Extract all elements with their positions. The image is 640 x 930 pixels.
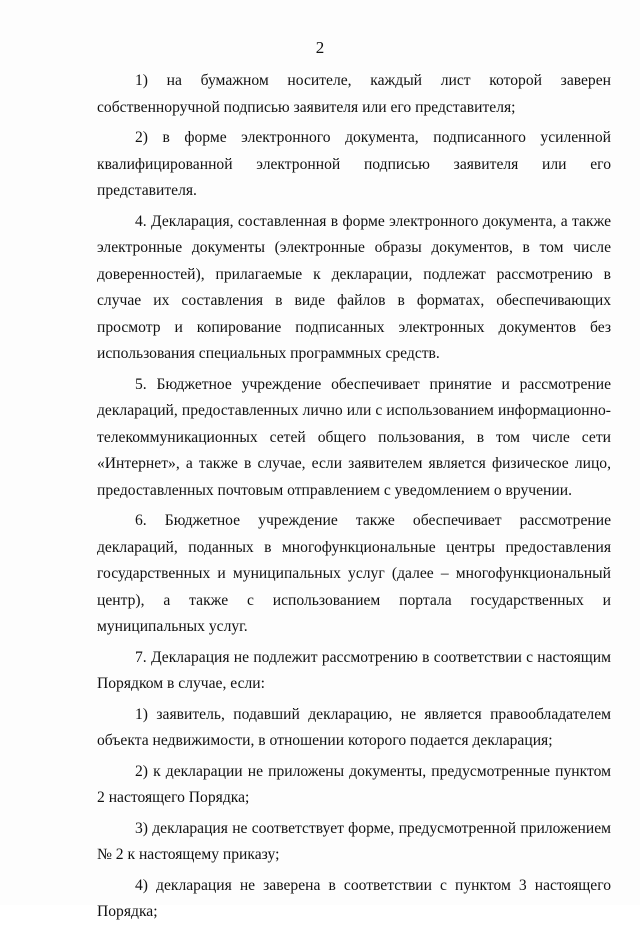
document-body [97,68,611,930]
paragraph-clause-7-item-1: 1) заявитель, подавший декларацию, не является правообладателем объекта недвижимости, в отношении которого подается декларация; [97,705,611,749]
paragraph-clause-7-item-2: 2) к декларации не приложены документы, предусмотренные пунктом 2 настоящего Порядка; [97,762,611,806]
paragraph-item-2-electronic: 2) в форме электронного документа, подписанного усиленной квалифицированной электронной подписью заявителя или его представителя. [97,129,611,199]
paragraph-clause-7-item-4: 4) декларация не заверена в соответствии с пунктом 3 настоящего Порядка; [97,876,611,920]
paragraph-clause-7-item-3: 3) декларация не соответствует форме, предусмотренной приложением № 2 к настоящему приказу; [97,819,611,863]
paragraph-clause-5: 5. Бюджетное учреждение обеспечивает принятие и рассмотрение деклараций, предоставленных лично или с использованием информационно-телекоммуникационных сетей общего пользования, в том числе сети «Интернет», а также в случае, если заявителем является физическое лицо, предоставленных почтовым отправлением с уведомлением о вручении. [97,375,611,499]
page-number: 2 [315,38,325,57]
paragraph-clause-6: 6. Бюджетное учреждение также обеспечивает рассмотрение деклараций, поданных в многофункциональные центры предоставления государственных и муниципальных услуг (далее – многофункциональный центр), а также с использованием портала государственных и муниципальных услуг. [97,512,611,635]
paragraph-clause-7: 7. Декларация не подлежит рассмотрению в соответствии с настоящим Порядком в случае, если: [97,648,611,692]
paragraph-clause-4: 4. Декларация, составленная в форме электронного документа, а также электронные документы (электронные образы документов, в том числе доверенностей), прилагаемые к декларации, подлежат рассмотрению в случае их составления в виде файлов в форматах, обеспечивающих просмотр и копирование подписанных электронных документов без использования специальных программных средств. [97,212,611,362]
paragraph-item-1-paper: 1) на бумажном носителе, каждый лист которой заверен собственноручной подписью заявителя или его представителя; [97,72,611,116]
